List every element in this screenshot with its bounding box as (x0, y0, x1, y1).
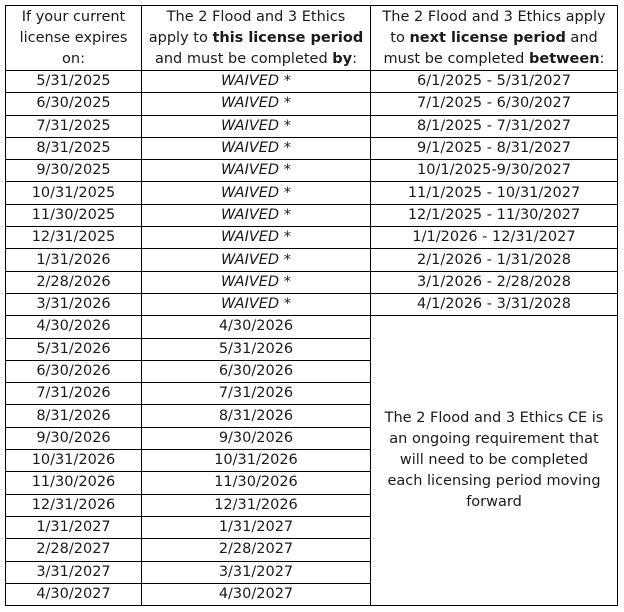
completion-deadline-cell: 2/28/2027 (142, 539, 371, 561)
waived-cell: WAIVED * (142, 160, 371, 182)
next-period-cell: 6/1/2025 - 5/31/2027 (371, 71, 618, 93)
completion-deadline-cell: 4/30/2027 (142, 583, 371, 605)
table-row (6, 271, 618, 293)
expiration-date-cell: 4/30/2027 (6, 583, 142, 605)
table-row (6, 293, 618, 315)
completion-deadline-cell: 7/31/2026 (142, 383, 371, 405)
header-next-period-text-2: and must be completed (383, 29, 598, 67)
waived-cell: WAIVED * (142, 93, 371, 115)
expiration-date-cell: 11/30/2025 (6, 204, 142, 226)
completion-deadline-cell: 8/31/2026 (142, 405, 371, 427)
waived-cell: WAIVED * (142, 271, 371, 293)
expiration-date-cell: 1/31/2026 (6, 249, 142, 271)
next-period-cell: 1/1/2026 - 12/31/2027 (371, 227, 618, 249)
completion-deadline-cell: 3/31/2027 (142, 561, 371, 583)
header-this-period-text-3: : (352, 50, 358, 67)
table-row (6, 204, 618, 226)
expiration-date-cell: 5/31/2026 (6, 338, 142, 360)
completion-deadline-cell: 4/30/2026 (142, 316, 371, 338)
next-period-cell: 12/1/2025 - 11/30/2027 (371, 204, 618, 226)
expiration-date-cell: 6/30/2026 (6, 360, 142, 382)
table-body (6, 6, 618, 606)
expiration-date-cell: 7/31/2025 (6, 115, 142, 137)
completion-deadline-cell: 1/31/2027 (142, 516, 371, 538)
header-this-period-text-1: The 2 Flood and 3 Ethics apply to (148, 8, 346, 46)
next-period-cell: 7/1/2025 - 6/30/2027 (371, 93, 618, 115)
table-row (6, 160, 618, 182)
expiration-date-cell: 7/31/2026 (6, 383, 142, 405)
completion-deadline-cell: 10/31/2026 (142, 450, 371, 472)
table-row (6, 115, 618, 137)
waived-cell: WAIVED * (142, 293, 371, 315)
waived-cell: WAIVED * (142, 115, 371, 137)
next-period-cell: 11/1/2025 - 10/31/2027 (371, 182, 618, 204)
expiration-date-cell: 11/30/2026 (6, 472, 142, 494)
expiration-date-cell: 2/28/2027 (6, 539, 142, 561)
expiration-date-cell: 10/31/2025 (6, 182, 142, 204)
header-this-period-text-2: and must be completed (154, 50, 333, 67)
header-next-period-bold-2: between (529, 50, 600, 67)
table-row (6, 71, 618, 93)
header-this-period (142, 6, 371, 71)
header-next-period-bold-1: next license period (409, 29, 566, 46)
header-expires-on-text: If your current license expires on: (19, 8, 128, 67)
expiration-date-cell: 10/31/2026 (6, 450, 142, 472)
header-expires-on (6, 6, 142, 71)
next-period-cell: 4/1/2026 - 3/31/2028 (371, 293, 618, 315)
ongoing-requirement-note: The 2 Flood and 3 Ethics CE is an ongoing requirement that will need to be completed each licensing period moving forward (371, 316, 618, 606)
header-row (6, 6, 618, 71)
ce-requirements-table (5, 5, 618, 606)
next-period-cell: 10/1/2025-9/30/2027 (371, 160, 618, 182)
expiration-date-cell: 2/28/2026 (6, 271, 142, 293)
expiration-date-cell: 3/31/2026 (6, 293, 142, 315)
expiration-date-cell: 12/31/2025 (6, 227, 142, 249)
waived-cell: WAIVED * (142, 204, 371, 226)
expiration-date-cell: 1/31/2027 (6, 516, 142, 538)
completion-deadline-cell: 9/30/2026 (142, 427, 371, 449)
waived-cell: WAIVED * (142, 249, 371, 271)
header-next-period (371, 6, 618, 71)
waived-cell: WAIVED * (142, 227, 371, 249)
table-row (6, 249, 618, 271)
completion-deadline-cell: 6/30/2026 (142, 360, 371, 382)
header-this-period-bold-1: this license period (212, 29, 364, 46)
expiration-date-cell: 8/31/2026 (6, 405, 142, 427)
next-period-cell: 2/1/2026 - 1/31/2028 (371, 249, 618, 271)
table-row (6, 227, 618, 249)
expiration-date-cell: 6/30/2025 (6, 93, 142, 115)
table-row (6, 182, 618, 204)
header-this-period-bold-2: by (332, 50, 353, 67)
next-period-cell: 8/1/2025 - 7/31/2027 (371, 115, 618, 137)
table-row (6, 93, 618, 115)
completion-deadline-cell: 5/31/2026 (142, 338, 371, 360)
expiration-date-cell: 3/31/2027 (6, 561, 142, 583)
table-row (6, 137, 618, 159)
header-next-period-text-1: The 2 Flood and 3 Ethics apply to (382, 8, 606, 46)
waived-cell: WAIVED * (142, 71, 371, 93)
completion-deadline-cell: 11/30/2026 (142, 472, 371, 494)
next-period-cell: 3/1/2026 - 2/28/2028 (371, 271, 618, 293)
expiration-date-cell: 12/31/2026 (6, 494, 142, 516)
expiration-date-cell: 8/31/2025 (6, 137, 142, 159)
header-next-period-text-3: : (599, 50, 605, 67)
waived-cell: WAIVED * (142, 182, 371, 204)
next-period-cell: 9/1/2025 - 8/31/2027 (371, 137, 618, 159)
waived-cell: WAIVED * (142, 137, 371, 159)
expiration-date-cell: 9/30/2025 (6, 160, 142, 182)
expiration-date-cell: 5/31/2025 (6, 71, 142, 93)
expiration-date-cell: 4/30/2026 (6, 316, 142, 338)
expiration-date-cell: 9/30/2026 (6, 427, 142, 449)
table-row (6, 316, 618, 338)
completion-deadline-cell: 12/31/2026 (142, 494, 371, 516)
